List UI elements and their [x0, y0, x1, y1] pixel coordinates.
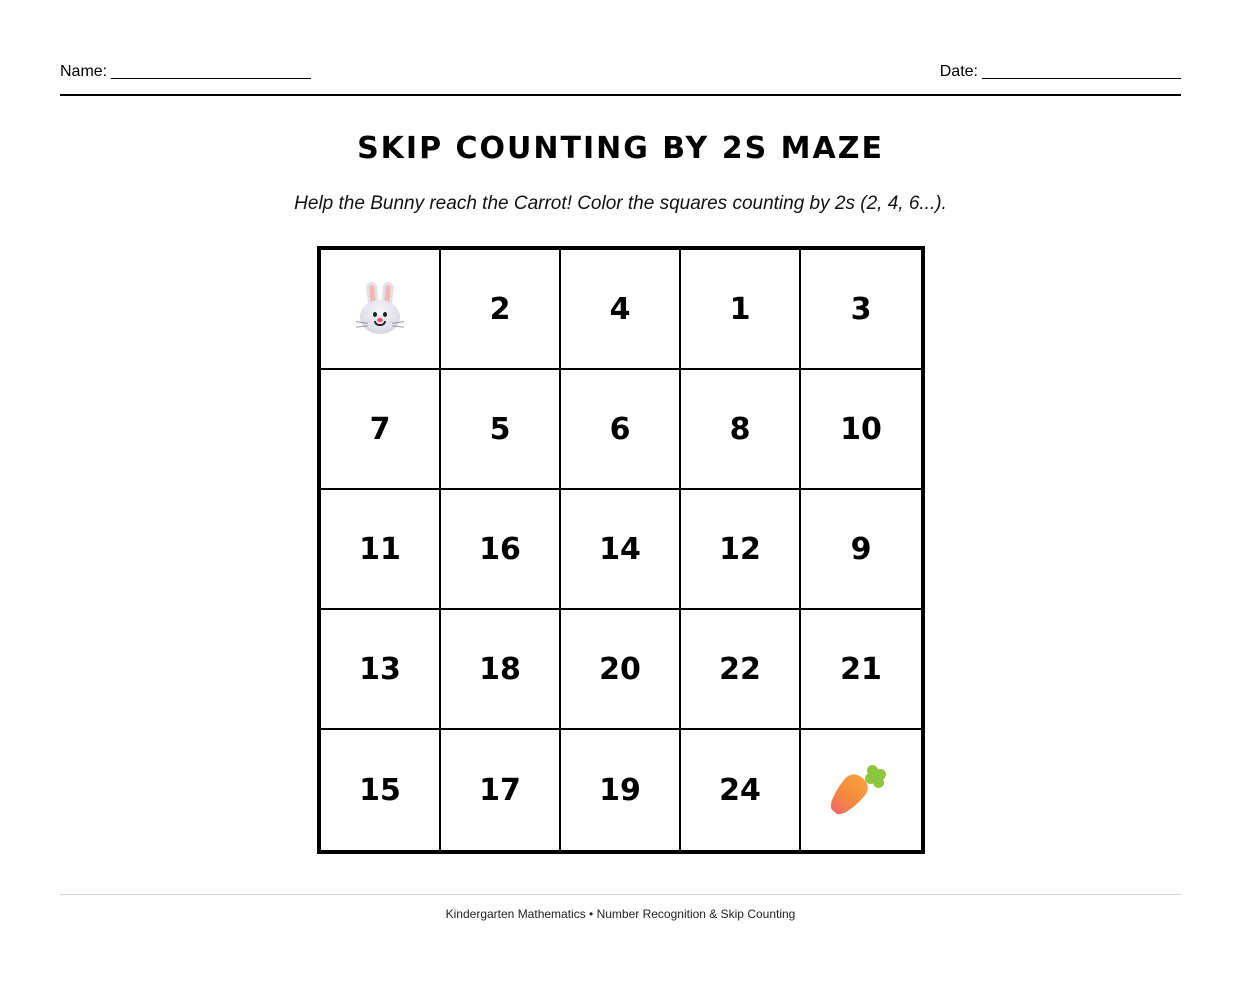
maze-cell[interactable]: 18	[441, 610, 561, 730]
maze-cell-end[interactable]	[801, 730, 921, 850]
name-blank-line[interactable]	[111, 78, 311, 79]
maze-cell[interactable]: 4	[561, 250, 681, 370]
maze-cell[interactable]: 13	[321, 610, 441, 730]
date-blank-line[interactable]	[982, 78, 1181, 79]
maze-cell[interactable]: 1	[681, 250, 801, 370]
maze-cell[interactable]: 2	[441, 250, 561, 370]
bunny-icon	[354, 282, 406, 336]
date-label: Date:	[939, 63, 978, 80]
maze-cell[interactable]: 16	[441, 490, 561, 610]
maze-cell[interactable]: 5	[441, 370, 561, 490]
maze-cell[interactable]: 22	[681, 610, 801, 730]
worksheet-header	[60, 62, 1181, 96]
name-field[interactable]	[60, 62, 311, 82]
name-label: Name:	[60, 63, 108, 80]
maze-cell[interactable]: 14	[561, 490, 681, 610]
maze-cell[interactable]: 20	[561, 610, 681, 730]
maze-cell[interactable]: 19	[561, 730, 681, 850]
maze-cell[interactable]: 24	[681, 730, 801, 850]
maze-cell-start[interactable]	[321, 250, 441, 370]
maze-cell[interactable]: 10	[801, 370, 921, 490]
maze-cell[interactable]: 3	[801, 250, 921, 370]
maze-cell[interactable]: 21	[801, 610, 921, 730]
maze-cell[interactable]: 17	[441, 730, 561, 850]
maze-cell[interactable]: 8	[681, 370, 801, 490]
footer: Kindergarten Mathematics • Number Recognition & Skip Counting	[60, 894, 1181, 921]
maze-cell[interactable]: 12	[681, 490, 801, 610]
page-title: SKIP COUNTING BY 2S MAZE	[357, 131, 884, 166]
maze-cell[interactable]: 6	[561, 370, 681, 490]
instructions: Help the Bunny reach the Carrot! Color the squares counting by 2s (2, 4, 6...).	[294, 193, 947, 214]
maze-cell[interactable]: 15	[321, 730, 441, 850]
maze-cell[interactable]: 11	[321, 490, 441, 610]
carrot-icon	[833, 763, 889, 817]
maze-cell[interactable]: 9	[801, 490, 921, 610]
maze-grid	[317, 246, 925, 854]
maze-cell[interactable]: 7	[321, 370, 441, 490]
date-field[interactable]	[940, 62, 1181, 82]
